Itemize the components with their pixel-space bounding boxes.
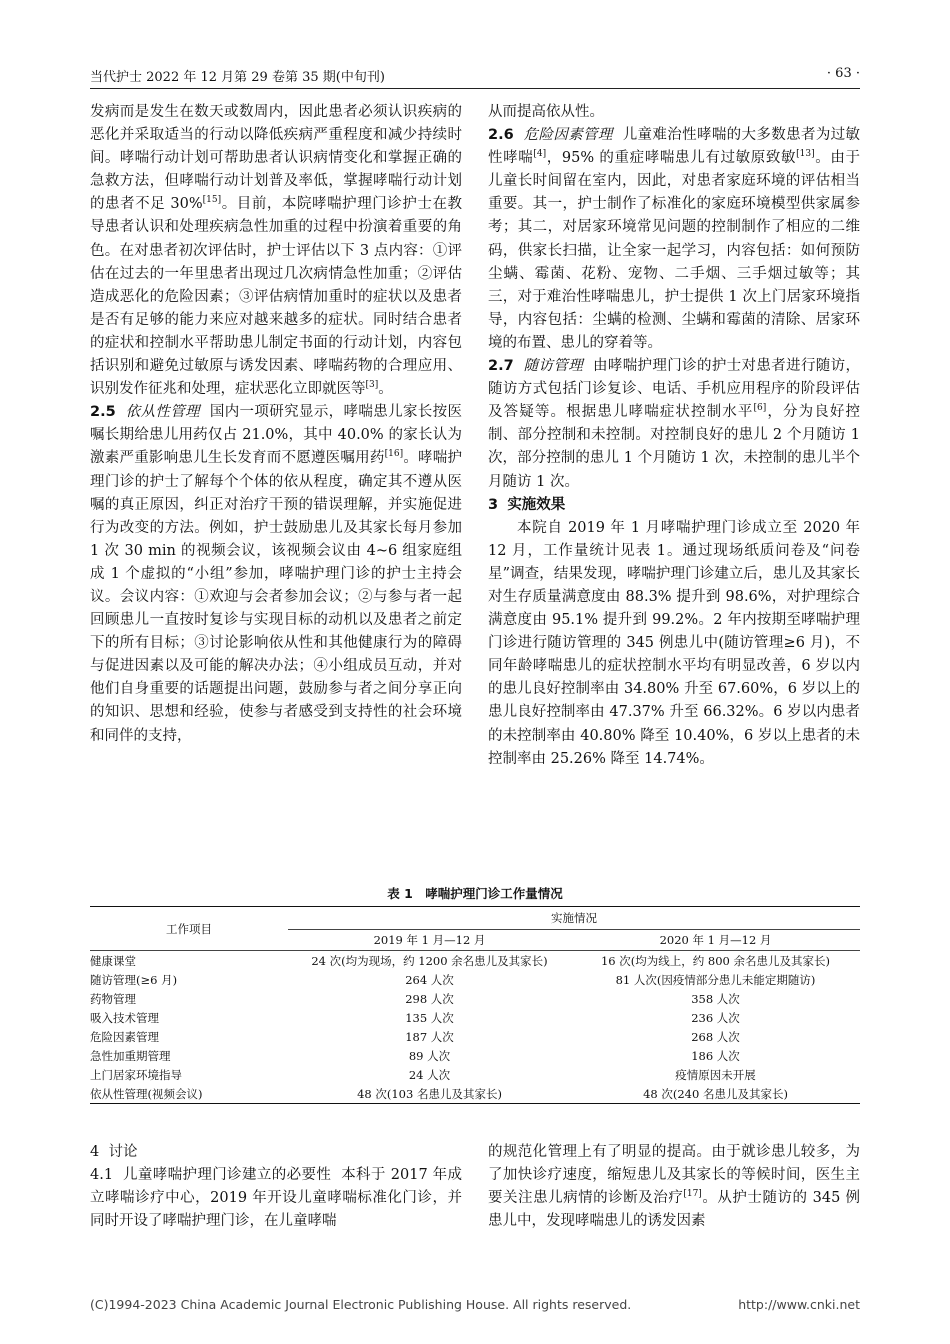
- bottom-right-column: [488, 1141, 860, 1233]
- running-header: [90, 66, 860, 88]
- section-title: 儿童哮喘护理门诊建立的必要性: [123, 1167, 332, 1184]
- cnki-link[interactable]: http://www.cnki.net: [738, 1297, 860, 1312]
- column-header-2020: 2020 年 1 月—12 月: [571, 930, 860, 951]
- table-row: 危险因素管理 187 人次 268 人次: [90, 1029, 740, 1044]
- section-2-6: 2.6 危险因素管理 儿童难治性哮喘的大多数患者为过敏性哮喘[4]，95% 的重症哮喘患儿有过敏原致敏[13]。由于儿童长时间留在室内，因此，对患者家庭环境的评估相当重要。其一，护士制作了标准化的家庭环境模型供家属参考；其二，对居家环境常见问题的控制制作了相应的二维码，供家长扫描，让全家一起学习，内容包括：如何预防尘螨、霉菌、花粉、宠物、二手烟、三手烟过敏等；其三，对于难治性哮喘患儿，护士提供 1 次上门居家环境指导，内容包括：尘螨的检测、尘螨和霉菌的清除、居家环境的布置、患儿的穿着等。: [488, 127, 861, 351]
- section-title: 讨论: [108, 1144, 138, 1160]
- journal-title: 当代护士 2022 年 12 月第 29 卷第 35 期(中旬刊): [90, 70, 385, 85]
- citation[interactable]: [13]: [796, 149, 815, 160]
- paragraph: 本院自 2019 年 1 月哮喘护理门诊成立至 2020 年 12 月，工作量统计见表 1。通过现场纸质问卷及“问卷星”调查，结果发现，哮喘护理门诊建立后，患儿及其家长对生存质量满意度由 88.3% 提升到 98.6%，对护理综合满意度由 95.1% 提升到 99.2%。2 年内按期至哮喘护理门诊进行随访管理的 345 例患儿中(随访管理≥6 月)，不同年龄哮喘患儿的症状控制水平均有明显改善，6 岁以内的患儿良好控制率由 34.80% 升至 67.60%，6 岁以上的患儿良好控制率由 47.37% 升至 66.32%。6 岁以内患者的未控制率由 40.80% 降至 10.40%，6 岁以上患者的未控制率由 25.26% 降至 14.74%。: [488, 519, 860, 767]
- table-row: 药物管理 298 人次 358 人次: [90, 991, 740, 1006]
- section-title: 实施效果: [507, 496, 566, 513]
- citation[interactable]: [15]: [202, 195, 222, 206]
- section-title: 依从性管理: [125, 404, 200, 421]
- table-caption: 表 1 哮喘护理门诊工作量情况: [387, 886, 563, 901]
- paragraph: 从而提高依从性。: [488, 104, 604, 120]
- paragraph: 的规范化管理上有了明显的提高。由于就诊患儿较多，为了加快诊疗速度，缩短患儿及其家长的等候时间，医生主要关注患儿病情的诊断及治疗[17]。从护士随访的 345 例患儿中，发现哮喘患儿的诱发因素: [488, 1144, 860, 1230]
- table-row: 随访管理(≥6 月) 264 人次 81 人次(因疫情部分患儿未能定期随访): [90, 972, 816, 987]
- workload-table: [90, 906, 860, 1104]
- copyright-text: (C)1994-2023 China Academic Journal Electronic Publishing House. All rights reserved.: [90, 1297, 632, 1312]
- section-2-5: 2.5 依从性管理 国内一项研究显示，哮喘患儿家长按医嘱长期给患儿用药仅占 21.0%，其中 40.0% 的家长认为激素严重影响患儿生长发育而不愿遵医嘱用药[16]。哮喘护理门诊的护士了解每个个体的依从程度，确定其不遵从医嘱的真正原因，纠正对治疗干预的错误理解，并实施促进行为改变的方法。例如，护士鼓励患儿及其家长每月参加 1 次 30 min 的视频会议，该视频会议由 4~6 组家庭组成 1 个虚拟的“小组”参加，哮喘护理门诊的护士主持会议。会议内容：①欢迎与会者参加会议；②与参与者一起回顾患儿一直按时复诊与实现目标的动机以及患者之前定下的所有目标；③讨论影响依从性和其他健康行为的障碍与促进因素以及可能的解决办法；④小组成员互动，并对他们自身重要的话题提出问题，鼓励参与者之间分享正向的知识、思想和经验，使参与者感受到支持性的社会环境和同伴的支持，: [90, 404, 463, 744]
- section-title: 危险因素管理: [523, 127, 613, 144]
- column-header-2019: 2019 年 1 月—12 月: [288, 930, 571, 951]
- citation[interactable]: [4]: [533, 149, 547, 160]
- header-rule: [90, 88, 860, 89]
- section-4-1: 4.1 儿童哮喘护理门诊建立的必要性 本科于 2017 年成立哮喘诊疗中心，2019 年开设儿童哮喘标准化门诊，并同时开设了哮喘护理门诊，在儿童哮喘: [90, 1167, 463, 1230]
- table-row: 急性加重期管理 89 人次 186 人次: [90, 1048, 740, 1063]
- citation[interactable]: [3]: [365, 380, 379, 391]
- section-2-7: 2.7 随访管理 由哮喘护理门诊的护士对患者进行随访，随访方式包括门诊复诊、电话、手机应用程序的阶段评估及答疑等。根据患儿哮喘症状控制水平[6]，分为良好控制、部分控制和未控制。对控制良好的患儿 2 个月随访 1 次，部分控制的患儿 1 个月随访 1 次，未控制的患儿半个月随访 1 次。: [488, 358, 861, 490]
- right-column: [488, 101, 860, 771]
- page-number: · 63 ·: [826, 66, 860, 81]
- citation[interactable]: [16]: [384, 449, 404, 460]
- table-row: 吸入技术管理 135 人次 236 人次: [90, 1010, 740, 1025]
- table-row: 依从性管理(视频会议) 48 次(103 名患儿及其家长) 48 次(240 名患儿及其家长): [90, 1084, 860, 1104]
- column-header-item: 工作项目: [90, 907, 288, 951]
- paragraph: 发病而是发生在数天或数周内，因此患者必须认识疾病的恶化并采取适当的行动以降低疾病严重程度和减少持续时间。哮喘行动计划可帮助患者认识病情变化和掌握正确的急救方法，但哮喘行动计划普及率低，掌握哮喘行动计划的患者不足 30%[15]。目前，本院哮喘护理门诊护士在教导患者认识和处理疾病急性加重的过程中扮演着重要的角色。在对患者初次评估时，护士评估以下 3 点内容：①评估在过去的一年里患者出现过几次病情急性加重；②评估造成恶化的危险因素；③评估病情加重时的症状以及患者是否有足够的能力来应对越来越多的症状。同时结合患者的症状和控制水平帮助患儿制定书面的行动计划，内容包括识别和避免过敏原与诱发因素、哮喘药物的合理应用、识别发作征兆和处理，症状恶化立即就医等[3]。: [90, 104, 463, 398]
- column-group-header: 实施情况: [288, 907, 860, 930]
- table-row: 上门居家环境指导 24 人次 疫情原因未开展: [90, 1067, 756, 1082]
- section-3-heading: 3 实施效果: [488, 496, 566, 513]
- table-row: 健康课堂 24 次(均为现场，约 1200 余名患儿及其家长) 16 次(均为线上，约 800 余名患儿及其家长): [90, 953, 831, 968]
- section-title: 随访管理: [523, 358, 584, 375]
- left-column: [90, 101, 462, 748]
- section-4-heading: 4 讨论: [90, 1144, 138, 1160]
- citation[interactable]: [17]: [683, 1189, 702, 1200]
- citation[interactable]: [6]: [753, 403, 767, 414]
- bottom-left-column: [90, 1141, 462, 1233]
